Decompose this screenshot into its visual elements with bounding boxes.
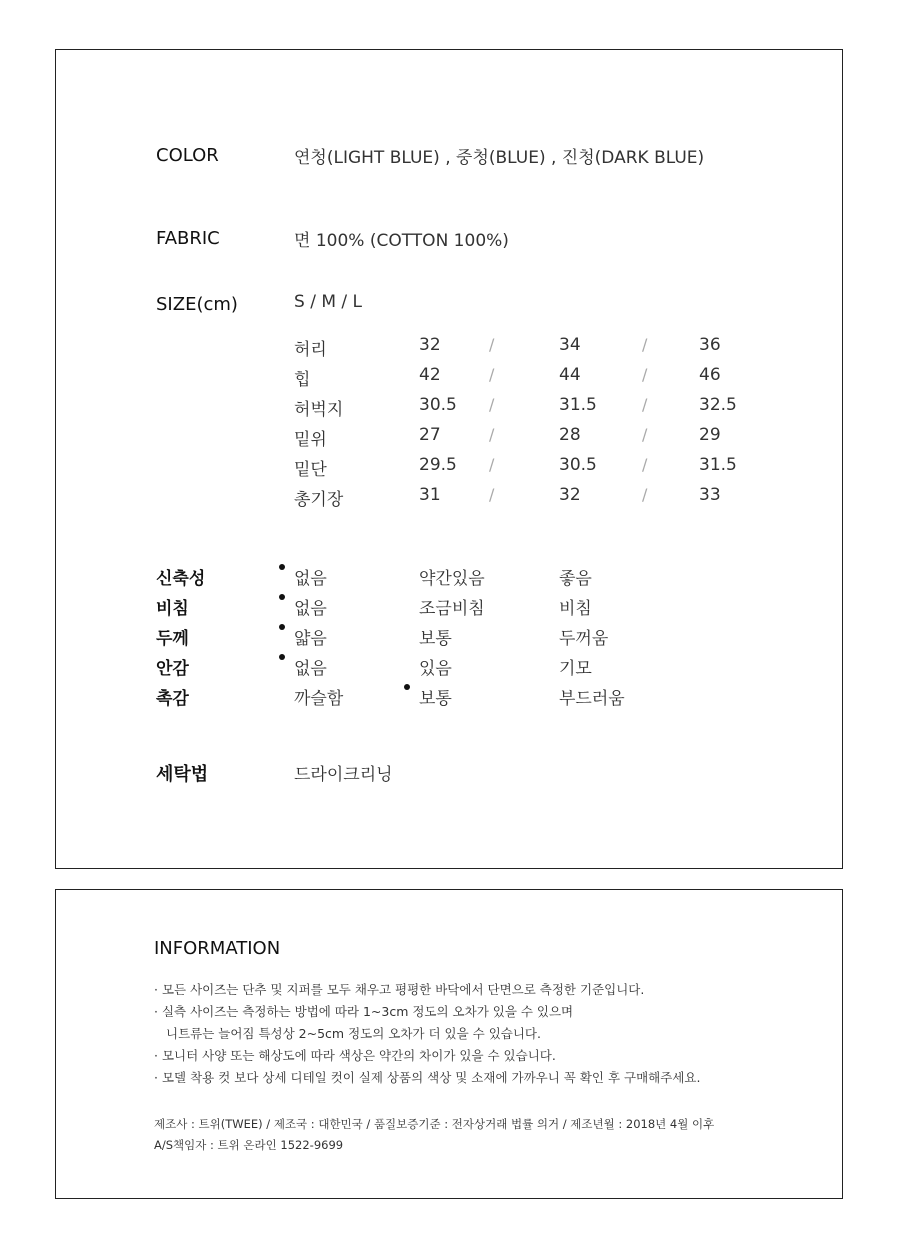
fabric-value: 면 100% (COTTON 100%) xyxy=(294,231,509,251)
attribute-option-selected: 없음 xyxy=(294,599,327,619)
attribute-option: 보통 xyxy=(419,629,452,649)
selected-bullet-icon xyxy=(279,594,285,600)
size-measure-name: 밑위 xyxy=(294,430,327,450)
manufacturer-info: 제조사 : 트위(TWEE) / 제조국 : 대한민국 / 품질보증기준 : 전자상거래 법률 의거 / 제조년월 : 2018년 4월 이후 xyxy=(154,1117,715,1131)
attribute-row xyxy=(156,684,716,710)
size-separator: / xyxy=(489,335,495,354)
attribute-option: 비침 xyxy=(559,599,592,619)
size-l-value: 29 xyxy=(699,425,721,445)
size-separator: / xyxy=(489,455,495,474)
information-panel xyxy=(55,889,843,1199)
size-l-value: 31.5 xyxy=(699,455,737,475)
attribute-option-selected: 보통 xyxy=(419,689,452,709)
attribute-row xyxy=(156,624,716,650)
wash-label: 세탁법 xyxy=(156,764,209,785)
size-m-value: 30.5 xyxy=(559,455,597,475)
product-spec-panel xyxy=(55,49,843,869)
size-l-value: 32.5 xyxy=(699,395,737,415)
size-m-value: 32 xyxy=(559,485,581,505)
attribute-label: 안감 xyxy=(156,659,189,679)
size-m-value: 28 xyxy=(559,425,581,445)
size-l-value: 33 xyxy=(699,485,721,505)
color-value: 연청(LIGHT BLUE) , 중청(BLUE) , 진청(DARK BLUE) xyxy=(294,148,705,168)
info-line-1: · 모든 사이즈는 단추 및 지퍼를 모두 채우고 평평한 바닥에서 단면으로 측정한 기준입니다. xyxy=(154,982,645,997)
size-measure-name: 허벅지 xyxy=(294,400,344,420)
attribute-option-selected: 얇음 xyxy=(294,629,327,649)
wash-value: 드라이크리닝 xyxy=(294,765,393,785)
information-title: INFORMATION xyxy=(154,938,281,959)
attribute-label: 두께 xyxy=(156,629,189,649)
attribute-label: 비침 xyxy=(156,599,189,619)
info-line-3: 니트류는 늘어짐 특성상 2~5cm 정도의 오차가 더 있을 수 있습니다. xyxy=(166,1026,541,1041)
size-m-value: 31.5 xyxy=(559,395,597,415)
as-contact-info: A/S책임자 : 트위 온라인 1522-9699 xyxy=(154,1138,344,1152)
attribute-row xyxy=(156,564,716,590)
attribute-option: 두꺼움 xyxy=(559,629,609,649)
attribute-option: 부드러움 xyxy=(559,689,625,709)
fabric-label: FABRIC xyxy=(156,228,220,249)
size-row xyxy=(294,335,774,361)
info-line-5: · 모델 착용 컷 보다 상세 디테일 컷이 실제 상품의 색상 및 소재에 가까우니 꼭 확인 후 구매해주세요. xyxy=(154,1070,701,1085)
selected-bullet-icon xyxy=(279,564,285,570)
attribute-row xyxy=(156,594,716,620)
size-label: SIZE(cm) xyxy=(156,294,238,315)
size-separator: / xyxy=(642,395,648,414)
size-row xyxy=(294,455,774,481)
size-row xyxy=(294,485,774,511)
size-separator: / xyxy=(489,395,495,414)
size-separator: / xyxy=(642,425,648,444)
size-separator: / xyxy=(642,335,648,354)
size-measure-name: 밑단 xyxy=(294,460,327,480)
attribute-option: 까슬함 xyxy=(294,689,344,709)
attribute-row xyxy=(156,654,716,680)
attribute-option-selected: 없음 xyxy=(294,569,327,589)
attribute-option: 약간있음 xyxy=(419,569,485,589)
size-m-value: 34 xyxy=(559,335,581,355)
size-s-value: 29.5 xyxy=(419,455,457,475)
size-row xyxy=(294,395,774,421)
size-s-value: 30.5 xyxy=(419,395,457,415)
size-s-value: 42 xyxy=(419,365,441,385)
selected-bullet-icon xyxy=(404,684,410,690)
size-separator: / xyxy=(489,485,495,504)
attribute-label: 신축성 xyxy=(156,569,206,589)
info-line-4: · 모니터 사양 또는 해상도에 따라 색상은 약간의 차이가 있을 수 있습니다. xyxy=(154,1048,556,1063)
size-row xyxy=(294,365,774,391)
size-separator: / xyxy=(489,365,495,384)
attribute-label: 촉감 xyxy=(156,689,189,709)
size-separator: / xyxy=(642,365,648,384)
size-s-value: 31 xyxy=(419,485,441,505)
size-separator: / xyxy=(489,425,495,444)
size-s-value: 32 xyxy=(419,335,441,355)
attribute-option: 기모 xyxy=(559,659,592,679)
size-m-value: 44 xyxy=(559,365,581,385)
size-separator: / xyxy=(642,455,648,474)
color-label: COLOR xyxy=(156,145,219,166)
size-s-value: 27 xyxy=(419,425,441,445)
size-measure-name: 힙 xyxy=(294,370,311,390)
attribute-option-selected: 없음 xyxy=(294,659,327,679)
size-l-value: 36 xyxy=(699,335,721,355)
size-measure-name: 허리 xyxy=(294,340,327,360)
size-separator: / xyxy=(642,485,648,504)
size-options: S / M / L xyxy=(294,292,362,312)
attribute-option: 있음 xyxy=(419,659,452,679)
size-measure-name: 총기장 xyxy=(294,490,344,510)
info-line-2: · 실측 사이즈는 측정하는 방법에 따라 1~3cm 정도의 오차가 있을 수 있으며 xyxy=(154,1004,574,1019)
selected-bullet-icon xyxy=(279,654,285,660)
size-row xyxy=(294,425,774,451)
attribute-option: 좋음 xyxy=(559,569,592,589)
size-l-value: 46 xyxy=(699,365,721,385)
selected-bullet-icon xyxy=(279,624,285,630)
attribute-option: 조금비침 xyxy=(419,599,485,619)
